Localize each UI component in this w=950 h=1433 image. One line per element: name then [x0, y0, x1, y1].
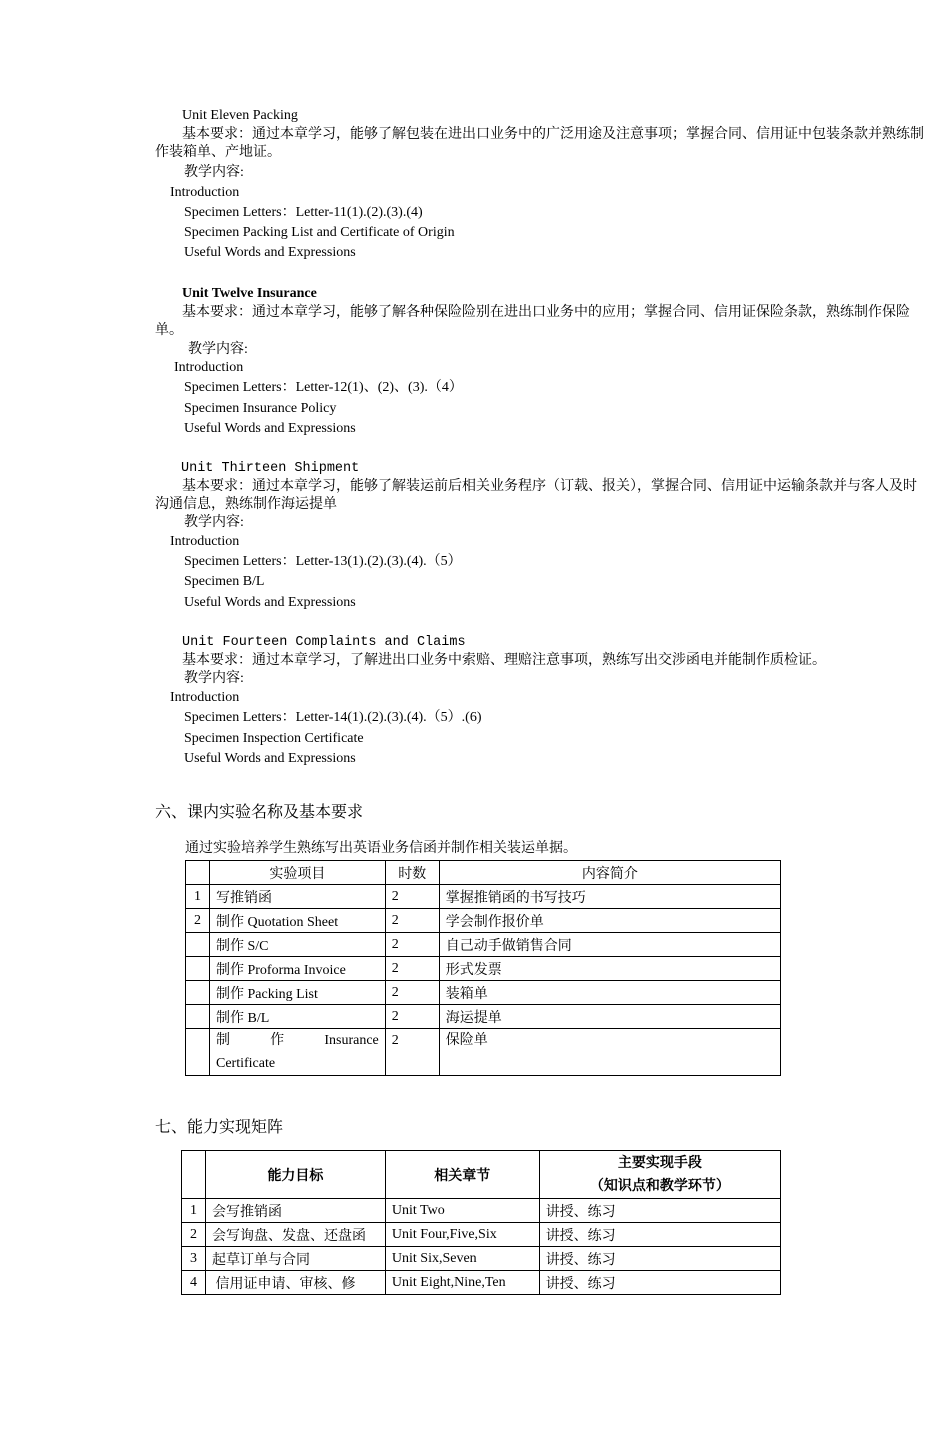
intro-line: Introduction — [170, 534, 240, 549]
row-number — [186, 981, 210, 1005]
table-header-cell: 能力目标 — [205, 1151, 385, 1199]
unit-requirement: 基本要求：通过本章学习，了解进出口业务中索赔、理赔注意事项，熟练写出交涉函电并能制作质检证。 — [182, 653, 826, 668]
unit-title: Unit Eleven Packing — [182, 108, 298, 123]
row-number: 2 — [182, 1223, 206, 1247]
table-header-cell — [539, 1151, 780, 1199]
header-line: 主要实现手段 — [617, 1154, 702, 1171]
related-chapter: Unit Four,Five,Six — [385, 1223, 539, 1247]
item-line: Useful Words and Expressions — [184, 595, 356, 610]
experiment-hours: 2 — [385, 1005, 439, 1029]
unit-requirement: 基本要求：通过本章学习，能够了解各种保险险别在进出口业务中的应用；掌握合同、信用证保险条款，熟练制作保险单。 — [155, 305, 910, 338]
related-chapter: Unit Two — [385, 1199, 539, 1223]
item-line: Useful Words and Expressions — [184, 245, 356, 260]
related-chapter: Unit Eight,Nine,Ten — [385, 1271, 539, 1295]
table-row — [182, 1271, 781, 1295]
table-header-cell: 实验项目 — [209, 861, 385, 885]
row-number — [186, 1029, 210, 1076]
row-number: 4 — [182, 1271, 206, 1295]
experiment-item: 制作 Proforma Invoice — [209, 957, 385, 981]
row-number — [186, 1005, 210, 1029]
row-number — [186, 957, 210, 981]
row-number: 1 — [186, 885, 210, 909]
intro-line: Introduction — [170, 690, 240, 705]
unit-title: Unit Fourteen Complaints and Claims — [182, 635, 466, 650]
experiment-item — [209, 1029, 385, 1076]
experiment-hours: 2 — [385, 933, 439, 957]
experiment-desc: 保险单 — [439, 1029, 780, 1076]
table-row — [186, 1005, 781, 1029]
content-label: 教学内容: — [184, 165, 244, 180]
related-chapter: Unit Six,Seven — [385, 1247, 539, 1271]
row-number: 1 — [182, 1199, 206, 1223]
experiment-item: 写推销函 — [209, 885, 385, 909]
content-label: 教学内容: — [184, 671, 244, 686]
ability-goal: 会写询盘、发盘、还盘函 — [205, 1223, 385, 1247]
item-line: Specimen Letters：Letter-13(1).(2).(3).(4).（5） — [184, 554, 462, 569]
table-header-cell: 相关章节 — [385, 1151, 539, 1199]
table-row — [186, 1029, 781, 1076]
item-word: 制 — [215, 1033, 230, 1048]
table-header-cell: 时数 — [385, 861, 439, 885]
experiment-desc: 装箱单 — [439, 981, 780, 1005]
experiment-hours: 2 — [385, 909, 439, 933]
experiment-hours: 2 — [385, 981, 439, 1005]
table-header-cell: 内容简介 — [439, 861, 780, 885]
table-header-row — [186, 861, 781, 885]
teaching-means: 讲授、练习 — [539, 1223, 780, 1247]
teaching-means: 讲授、练习 — [539, 1247, 780, 1271]
table-row — [186, 933, 781, 957]
row-number: 3 — [182, 1247, 206, 1271]
content-label: 教学内容: — [188, 342, 248, 357]
section-heading: 七、能力实现矩阵 — [155, 1117, 284, 1136]
item-word: Certificate — [215, 1056, 276, 1071]
item-word: 作 — [270, 1033, 285, 1048]
item-line: Specimen Letters：Letter-11(1).(2).(3).(4) — [184, 205, 423, 220]
item-line: Specimen Insurance Policy — [184, 401, 337, 416]
experiment-item: 制作 S/C — [209, 933, 385, 957]
ability-matrix-table — [181, 1150, 781, 1295]
table-row — [186, 957, 781, 981]
item-line: Specimen Packing List and Certificate of Origin — [184, 225, 455, 240]
experiment-table — [185, 860, 781, 1076]
row-number: 2 — [186, 909, 210, 933]
table-row — [182, 1247, 781, 1271]
item-line: Specimen Inspection Certificate — [184, 731, 364, 746]
ability-goal: 会写推销函 — [205, 1199, 385, 1223]
table-header-row — [182, 1151, 781, 1199]
table-row — [186, 909, 781, 933]
intro-line: Introduction — [174, 360, 244, 375]
table-row — [182, 1199, 781, 1223]
ability-goal: 起草订单与合同 — [205, 1247, 385, 1271]
table-header-cell — [186, 861, 210, 885]
item-line: Specimen Letters：Letter-12(1)、(2)、(3).（4） — [184, 380, 463, 395]
experiment-hours: 2 — [385, 957, 439, 981]
unit-requirement: 基本要求：通过本章学习，能够了解装运前后相关业务程序（订载、报关），掌握合同、信用证中运输条款并与客人及时沟通信息，熟练制作海运提单 — [155, 479, 917, 512]
item-line: Useful Words and Expressions — [184, 421, 356, 436]
section-heading: 六、课内实验名称及基本要求 — [155, 802, 364, 821]
section-intro: 通过实验培养学生熟练写出英语业务信函并制作相关装运单据。 — [185, 841, 577, 856]
unit-title: Unit Thirteen Shipment — [181, 461, 360, 476]
table-row — [186, 981, 781, 1005]
ability-goal: 信用证申请、审核、修 — [205, 1271, 385, 1295]
item-line: Specimen Letters：Letter-14(1).(2).(3).(4).（5）.(6) — [184, 710, 482, 725]
experiment-desc: 掌握推销函的书写技巧 — [439, 885, 780, 909]
teaching-means: 讲授、练习 — [539, 1271, 780, 1295]
experiment-desc: 海运提单 — [439, 1005, 780, 1029]
table-header-cell — [182, 1151, 206, 1199]
teaching-means: 讲授、练习 — [539, 1199, 780, 1223]
item-line: Specimen B/L — [184, 574, 265, 589]
experiment-item: 制作 Quotation Sheet — [209, 909, 385, 933]
experiment-hours: 2 — [385, 1029, 439, 1076]
unit-requirement: 基本要求：通过本章学习，能够了解包装在进出口业务中的广泛用途及注意事项；掌握合同、信用证中包装条款并熟练制作装箱单、产地证。 — [155, 127, 924, 160]
experiment-desc: 自己动手做销售合同 — [439, 933, 780, 957]
experiment-item: 制作 Packing List — [209, 981, 385, 1005]
item-word: Insurance — [324, 1033, 379, 1048]
table-row — [182, 1223, 781, 1247]
content-label: 教学内容: — [184, 515, 244, 530]
experiment-hours: 2 — [385, 885, 439, 909]
table-row — [186, 885, 781, 909]
unit-title: Unit Twelve Insurance — [182, 286, 317, 301]
experiment-item: 制作 B/L — [209, 1005, 385, 1029]
header-line: （知识点和教学环节） — [589, 1177, 730, 1194]
experiment-desc: 学会制作报价单 — [439, 909, 780, 933]
item-line: Useful Words and Expressions — [184, 751, 356, 766]
experiment-desc: 形式发票 — [439, 957, 780, 981]
intro-line: Introduction — [170, 185, 240, 200]
row-number — [186, 933, 210, 957]
item-justified-line — [216, 1029, 379, 1052]
